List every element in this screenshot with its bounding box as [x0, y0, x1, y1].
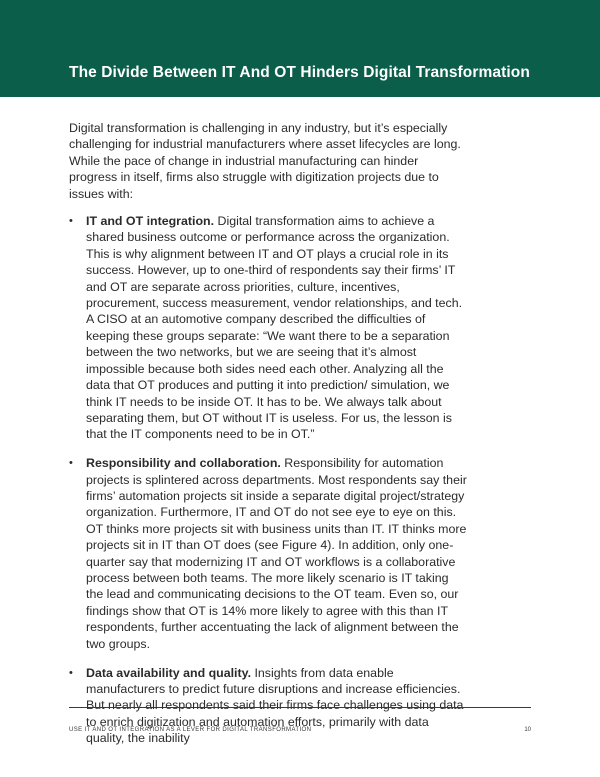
list-item [69, 455, 469, 652]
bullet-heading: Data availability and quality. [86, 665, 252, 680]
bullet-heading: Responsibility and collaboration. [86, 456, 281, 471]
bullet-text: Responsibility for automation projects is splintered across departments. Most respondents say their firms’ automation projects sit inside a separate digital project/strategy organization. Furthermore, IT and OT do not see eye to eye on this. OT thinks more projects sit with business units than IT. IT thinks more projects sit in IT than OT does (see Figure 4). In addition, only one-quarter say that modernizing IT and OT workflows is a collaborative process between both teams. The more likely scenario is IT taking the lead and communicating decisions to the OT team. Even so, our findings show that OT is 14% more likely to agree with this than IT respondents, further accentuating the lack of alignment between the two groups. [86, 456, 467, 651]
bullet-icon: • [69, 666, 73, 679]
header-banner [0, 0, 600, 97]
main-content [69, 120, 469, 759]
intro-paragraph: Digital transformation is challenging in any industry, but it’s especially challenging for industrial manufacturers where asset lifecycles are long. While the pace of change in industrial manufacturing can hinder progress in itself, firms also struggle with digitization projects due to issues with: [69, 121, 461, 201]
bullet-list [69, 213, 469, 747]
bullet-text: Insights from data enable manufacturers to predict future disruptions and increase efficiencies. But nearly all respondents said their firms face challenges using data to enrich digitization and automation efforts, primarily with data quality, the inability [86, 665, 464, 746]
bullet-icon: • [69, 215, 73, 228]
bullet-heading: IT and OT integration. [86, 214, 215, 229]
page-number: 10 [524, 727, 531, 733]
footer-divider [69, 707, 531, 708]
bullet-text: Digital transformation aims to achieve a shared business outcome or performance across the organization. This is why alignment between IT and OT plays a crucial role in its success. However, up to one-third of respondents say their firms’ IT and OT are separate across priorities, culture, incentives, procurement, success measurement, vendor relationships, and tech. A CISO at an automotive company described the difficulties of keeping these groups separate: “We want there to be a separation between the two networks, but we are seeing that it’s almost impossible because both sides need each other. Analyzing all the data that OT produces and putting it into prediction/ simulation, we think IT needs to be inside OT. It has to be. We always talk about separating them, but OT without IT is useless. For us, the lesson is that the IT components need to be in OT.” [86, 214, 463, 442]
list-item [69, 665, 469, 747]
bullet-icon: • [69, 457, 73, 470]
footer-title: USE IT AND OT INTEGRATION AS A LEVER FOR DIGITAL TRANSFORMATION [69, 727, 312, 733]
list-item [69, 213, 469, 443]
page-title: The Divide Between IT And OT Hinders Digital Transformation [69, 64, 530, 81]
